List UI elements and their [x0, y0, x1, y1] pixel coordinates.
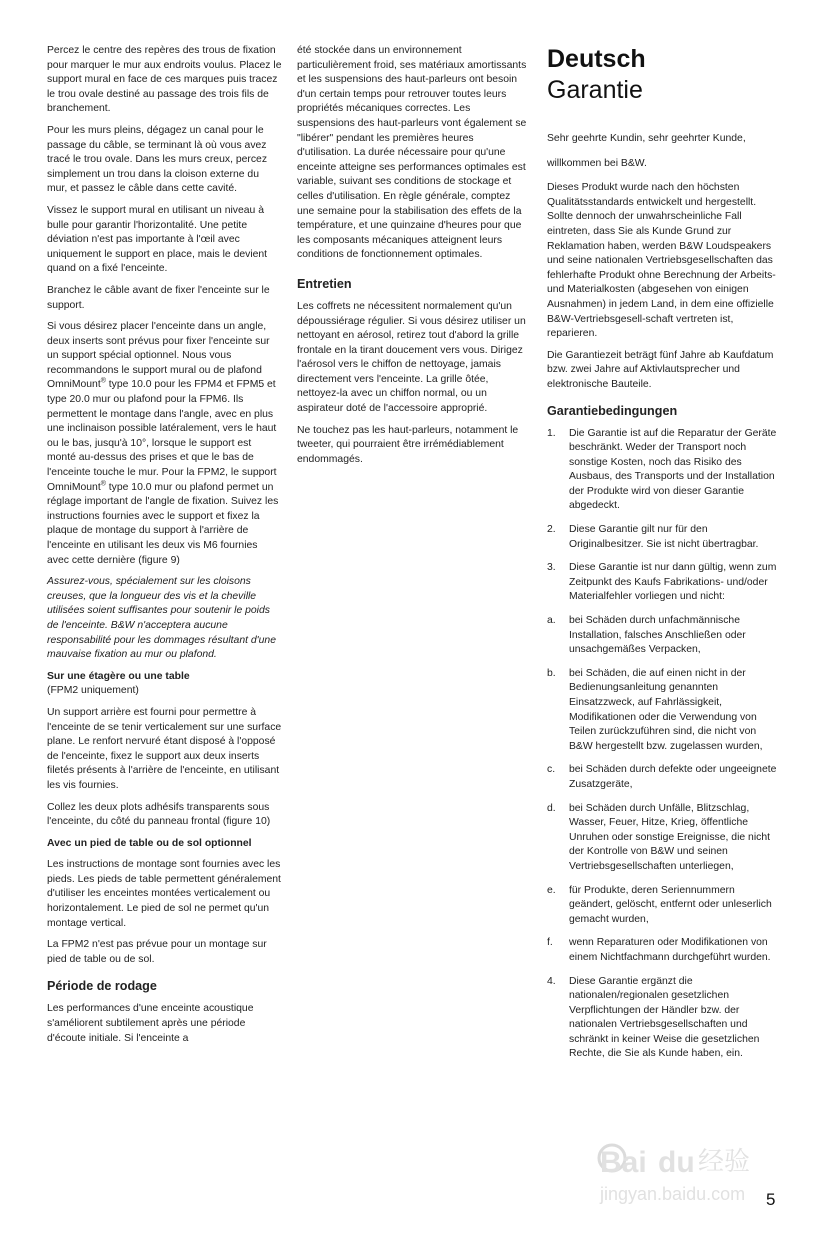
condition-item	[547, 763, 779, 792]
item-marker: c.	[547, 764, 556, 776]
column-german	[547, 44, 779, 1071]
item-marker: 4.	[547, 975, 556, 987]
condition-item	[547, 561, 779, 605]
paragraph: Vissez le support mural en utilisant un niveau à bulle pour garantir l'horizontalité. Une petite déviation n'est pas importante à l'œil avec uniquement le support en place, mais le devient quand on a fixé l'enceinte.	[47, 204, 268, 275]
item-marker: 1.	[547, 427, 556, 439]
registered-mark: ®	[100, 378, 106, 385]
item-marker: 2.	[547, 524, 556, 536]
warning-paragraph: Assurez-vous, spécialement sur les cloisons creuses, que la longueur des vis et la cheville utilisées soient suffisantes pour soutenir le poids de l'enceinte. B&W n'acceptera aucune responsabilité pour les dommages résultant d'une mauvaise fixation au mur ou plafond.	[47, 576, 276, 661]
paragraph: Les instructions de montage sont fournies avec les pieds. Les pieds de table permettent généralement d'utiliser les enceintes montées verticalement ou horizontalement. Le pied de sol ne permet qu'un montage vertical.	[47, 859, 281, 929]
paragraph: Die Garantiezeit beträgt fünf Jahre ab Kaufdatum bzw. zwei Jahre auf Aktivlautsprecher und elektronische Bauteile.	[547, 349, 774, 390]
paragraph: Dieses Produkt wurde nach den höchsten Qualitätsstandards entwickelt und hergestellt. Sollte dennoch der unwahrscheinliche Fall eintreten, dass Sie als Kunde Grund zur Reklamation haben, werden B&W Loudspeakers und seine nationalen Vertriebsgesellschaften das fehlerhafte Produkt ohne Berechnung der Arbeits- und Materialkosten (abgesehen von einigen Ausnahmen) in jedem Land, in dem eine offizielle B&W-Vertriebsgesell-schaft vertreten ist, reparieren.	[547, 182, 776, 340]
paragraph: Pour les murs pleins, dégagez un canal pour le passage du câble, se terminant là où vous avez tracé le trou ovale. Dans les murs creux, percez simplement un trou dans la cloison externe du mur, et passez le câble dans cette cavité.	[47, 124, 268, 195]
paragraph: Sehr geehrte Kundin, sehr geehrter Kunde,	[547, 133, 746, 144]
svg-text:经验: 经验	[698, 1147, 751, 1177]
item-text: bei Schäden, die auf einen nicht in der Bedienungsanleitung genannten Einsatzzweck, auf Fahrlässigkeit, Modifikationen oder die Verwendung von Teilen zurückzuführen sind, die nicht von B&W hergestellt bzw. zugelassen wurden,	[569, 667, 763, 752]
text-span: Si vous désirez placer l'enceinte dans un angle, deux inserts sont prévus pour fixer l'enceinte sur un support spécial optionnel. Nous vous recommandons le support mural ou de plafond OmniMount	[47, 321, 270, 391]
section-heading-running-in: Période de rodage	[47, 979, 157, 994]
item-marker: e.	[547, 884, 556, 896]
page-title: Garantie	[547, 76, 643, 104]
paragraph: Percez le centre des repères des trous de fixation pour marquer le mur aux endroits voulus. Placez le support mural en face de ces marques puis tracez le trou ovale destiné au passage des trois fils de branchement.	[47, 45, 282, 115]
item-marker: 3.	[547, 562, 556, 574]
svg-text:du: du	[658, 1146, 695, 1179]
condition-item	[547, 427, 779, 515]
item-text: bei Schäden durch defekte oder ungeeignete Zusatzgeräte,	[569, 764, 777, 790]
item-text: bei Schäden durch Unfälle, Blitzschlag, Wasser, Feuer, Hitze, Krieg, öffentliche Unruhen oder sonstige Ereignisse, die nicht der Kontrolle von B&W und seinen Vertriebsgesellschaften unterliegen,	[569, 802, 771, 872]
paragraph: été stockée dans un environnement particulièrement froid, ses matériaux amortissants et les suspensions des haut-parleurs ont besoin d'un certain temps pour retrouver toutes leurs propriétés mécaniques correctes. Les suspensions des haut-parleurs vont également se "libérer" pendant les premières heures d'utilisation. La durée nécessaire pour qu'une enceinte atteigne ses performances optimales est variable, suivant ses conditions de stockage et celles d'utilisation. En règle générale, comptez une semaine pour la stabilisation des effets de la température, et une quinzaine d'heures pour que les composants mécaniques atteignent leurs conditions de fonctionnement optimales.	[297, 45, 527, 261]
condition-item	[547, 523, 779, 552]
paragraph: Les coffrets ne nécessitent normalement qu'un dépoussiérage régulier. Si vous désirez utiliser un nettoyant en aérosol, retirez tout d'abord la grille frontale en la tirant doucement vers vous. Dirigez l'aérosol vers le chiffon de nettoyage, jamais directement vers l'enceinte. La grille ôtée, nettoyez-la avec un chiffon normal, ou un aspirateur doté de l'accessoire approprié.	[297, 300, 526, 415]
condition-item	[547, 936, 779, 965]
paragraph: Collez les deux plots adhésifs transparents sous l'enceinte, du côté du panneau frontal (figure 10)	[47, 801, 271, 828]
heading-subtitle: (FPM2 uniquement)	[47, 685, 139, 697]
item-text: wenn Reparaturen oder Modifikationen von einem Nichtfachmann durchgeführt wurden.	[569, 937, 771, 963]
item-marker: b.	[547, 667, 556, 679]
item-text: Diese Garantie ist nur dann gültig, wenn zum Zeitpunkt des Kaufs Fabrikations- und/oder Materialfehler vorliegen und nicht:	[569, 562, 777, 603]
condition-item	[547, 614, 779, 658]
item-text: Diese Garantie ergänzt die nationalen/regionalen gesetzlichen Verpflichtungen der Händler bzw. der nationalen Vertriebsgesellschaften und schränkt in keiner Weise die gesetzlichen Rechte, die Sie als Kunde haben, ein.	[569, 975, 760, 1060]
text-span: type 10.0 pour les FPM4 et FPM5 et type 20.0 mur ou plafond pour la FPM6. Ils permettent le montage dans l'angle, avec en plus une inclinaison possible latéralement, vers le haut ou le bas, jusqu'à 10°, lorsque le support est monté au-dessus des prises et que le bas de l'enceinte touche le mur. Pour la FPM2, le support OmniMount	[47, 379, 277, 493]
condition-item	[547, 975, 779, 1063]
column-french-left	[47, 44, 282, 1053]
section-heading-shelf: Sur une étagère ou une table	[47, 670, 190, 682]
language-heading: Deutsch	[547, 45, 646, 73]
item-text: Die Garantie ist auf die Reparatur der Geräte beschränkt. Weder der Transport noch sonstige Kosten, noch das Risiko des Ausbaus, des Transports und der Installation der Produkte wird von dieser Garantie abgedeckt.	[569, 427, 777, 512]
item-marker: a.	[547, 615, 556, 627]
page-number: 5	[766, 1190, 776, 1209]
text-span: type 10.0 mur ou plafond permet un réglage important de l'angle de fixation. Suivez les instructions fournies avec le support et fixez la plaque de montage du support à l'arrière de l'enceinte en utilisant les deux vis M6 fournies avec cette dernière (figure 9)	[47, 481, 279, 566]
section-heading-conditions: Garantiebedingungen	[547, 403, 678, 418]
section-heading-maintenance: Entretien	[297, 276, 352, 291]
item-text: Diese Garantie gilt nur für den Originalbesitzer. Sie ist nicht übertragbar.	[569, 524, 759, 550]
paragraph: Les performances d'une enceinte acoustique s'améliorent subtilement après une période d'écoute initiale. Si l'enceinte a	[47, 1003, 254, 1044]
paragraph-omnimount	[47, 320, 282, 568]
column-french-right	[297, 44, 529, 474]
paragraph: La FPM2 n'est pas prévue pour un montage sur pied de table ou de sol.	[47, 939, 267, 965]
condition-item	[547, 802, 779, 875]
paragraph: willkommen bei B&W.	[547, 157, 647, 169]
paragraph: Branchez le câble avant de fixer l'enceinte sur le support.	[47, 284, 270, 311]
section-heading-stand: Avec un pied de table ou de sol optionnel	[47, 837, 252, 849]
svg-text:jingyan.baidu.com: jingyan.baidu.com	[600, 1184, 746, 1204]
item-text: für Produkte, deren Seriennummern geändert, gelöscht, entfernt oder unleserlich gemacht wurden,	[569, 884, 772, 925]
condition-item	[547, 667, 779, 755]
watermark-logo	[590, 1132, 785, 1212]
item-marker: f.	[547, 937, 553, 949]
registered-mark: ®	[100, 480, 106, 488]
paragraph: Ne touchez pas les haut-parleurs, notamment le tweeter, qui pourraient être irrémédiablement endommagés.	[297, 424, 519, 465]
conditions-list	[547, 427, 779, 1063]
item-marker: d.	[547, 802, 556, 814]
condition-item	[547, 884, 779, 928]
paragraph: Un support arrière est fourni pour permettre à l'enceinte de se tenir verticalement sur une surface plane. Le renfort nervuré étant disposé à l'opposé de l'enceinte, fixez le support aux deux inserts filetés présents à l'arrière de l'enceinte, en utilisant les vis fournies.	[47, 706, 282, 791]
svg-text:Bai: Bai	[600, 1146, 647, 1179]
item-text: bei Schäden durch unfachmännische Installation, falsches Anschließen oder unsachgemäßes Verpacken,	[569, 615, 746, 656]
